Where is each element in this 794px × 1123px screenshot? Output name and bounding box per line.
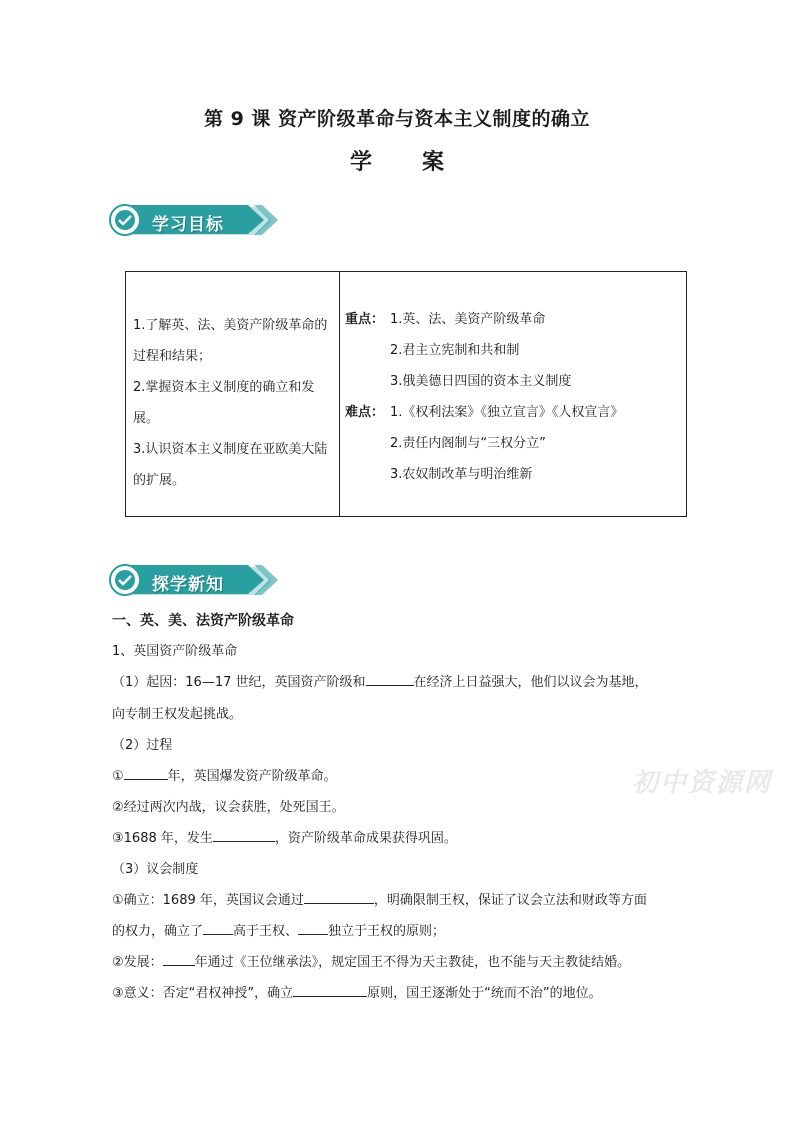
key-label: 重点： bbox=[345, 312, 385, 327]
parliament-item-cont: 的权力，确立了 高于王权、 独立于王权的原则； bbox=[112, 924, 446, 939]
watermark: 初中资源网 bbox=[632, 768, 773, 798]
parliament-item: ②发展： 年通过《王位继承法》，规定国王不得为天主教徒，也不能与天主教徒结婚。 bbox=[112, 955, 631, 970]
process-item: ②经过两次内战，议会获胜，处死国王。 bbox=[112, 800, 345, 815]
cause-line: （1）起因：16—17 世纪，英国资产阶级和 在经济上日益强大，他们以议会为基地， bbox=[112, 675, 648, 690]
key-point: 1.英、法、美资产阶级革命 bbox=[390, 312, 546, 327]
fill-blank[interactable] bbox=[163, 953, 195, 966]
goals-table bbox=[125, 271, 687, 517]
difficult-point: 3.农奴制改革与明治维新 bbox=[390, 467, 533, 482]
goals-banner bbox=[108, 203, 278, 239]
fill-blank[interactable] bbox=[366, 673, 414, 686]
goals-banner-label: 学习目标 bbox=[152, 215, 224, 235]
key-points-cell bbox=[340, 272, 686, 516]
subsection-heading: 1、英国资产阶级革命 bbox=[112, 644, 238, 659]
fill-blank[interactable] bbox=[124, 767, 168, 780]
cause-line-2: 向专制王权发起挑战。 bbox=[112, 707, 243, 722]
parliament-item: ③意义：否定“君权神授”，确立 原则，国王逐渐处于“统而不治”的地位。 bbox=[112, 986, 602, 1001]
key-point: 3.俄美德日四国的资本主义制度 bbox=[390, 374, 572, 389]
fill-blank[interactable] bbox=[304, 891, 374, 904]
parliament-heading: （3）议会制度 bbox=[112, 862, 199, 877]
key-point: 2.君主立宪制和共和制 bbox=[390, 343, 520, 358]
fill-blank[interactable] bbox=[298, 922, 328, 935]
process-heading: （2）过程 bbox=[112, 738, 173, 753]
fill-blank[interactable] bbox=[293, 984, 367, 997]
fill-blank[interactable] bbox=[213, 829, 275, 842]
difficult-label: 难点： bbox=[345, 405, 385, 420]
fill-blank[interactable] bbox=[203, 922, 233, 935]
process-item: ③1688 年，发生 ，资产阶级革命成果获得巩固。 bbox=[112, 831, 457, 846]
goal-item: 1.了解英、法、美资产阶级革命的过程和结果； bbox=[133, 318, 328, 364]
process-item: ① 年，英国爆发资产阶级革命。 bbox=[112, 769, 337, 784]
explore-banner bbox=[108, 563, 278, 599]
parliament-item: ①确立：1689 年，英国议会通过 ，明确限制王权，保证了议会立法和财政等方面 bbox=[112, 893, 647, 908]
goals-list bbox=[126, 272, 340, 516]
section-heading: 一、英、美、法资产阶级革命 bbox=[112, 613, 294, 629]
goal-item: 3.认识资本主义制度在亚欧美大陆的扩展。 bbox=[133, 442, 328, 488]
explore-banner-label: 探学新知 bbox=[152, 575, 224, 595]
difficult-point: 2.责任内阁制与“三权分立” bbox=[390, 436, 546, 451]
goal-item: 2.掌握资本主义制度的确立和发展。 bbox=[133, 380, 315, 426]
page-title: 第 9 课 资产阶级革命与资本主义制度的确立 bbox=[203, 108, 591, 130]
page-subtitle: 学案 bbox=[349, 150, 494, 175]
difficult-point: 1.《权利法案》《独立宣言》《人权宣言》 bbox=[390, 405, 624, 420]
